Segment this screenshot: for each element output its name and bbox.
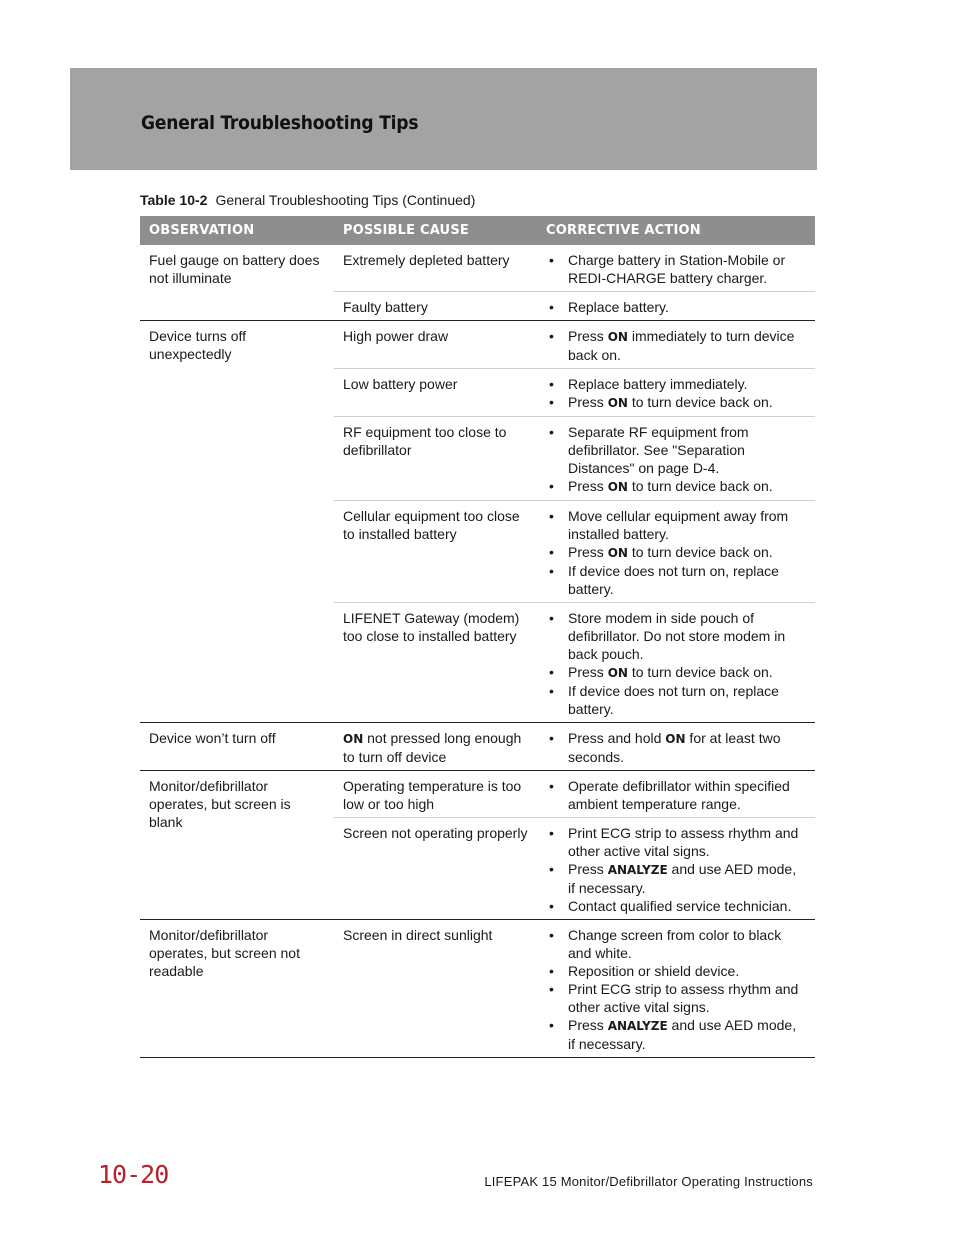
action-item: • Separate RF equipment from defibrillator. See "Separation Distances" on page D-4. [546,423,806,477]
on-key-label: ON [607,666,628,680]
table-row [140,723,815,771]
on-key-label: ON [607,480,628,494]
observation-cell: Device won’t turn off [140,723,334,771]
on-key-label: ON [607,396,628,410]
on-key-label: ON [607,330,628,344]
cause-cell: Screen in direct sunlight [334,920,537,1058]
action-cell [537,920,815,1058]
cause-cell: High power draw [334,321,537,369]
action-cell [537,369,815,417]
cause-cell: Low battery power [334,369,537,417]
action-item: • Print ECG strip to assess rhythm and other active vital signs. [546,824,806,860]
table-header-row [140,216,815,245]
column-header-action: CORRECTIVE ACTION [537,216,815,245]
action-item: • Print ECG strip to assess rhythm and other active vital signs. [546,980,806,1016]
cause-cell: RF equipment too close to defibrillator [334,417,537,501]
action-cell [537,818,815,920]
action-item: • If device does not turn on, replace battery. [546,562,806,598]
action-cell [537,771,815,818]
troubleshooting-table [140,216,815,1058]
table-row [140,321,815,369]
table-caption [140,192,475,208]
cause-cell: ON not pressed long enough to turn off device [334,723,537,771]
action-item: • Change screen from color to black and white. [546,926,806,962]
footer-document-title: LIFEPAK 15 Monitor/Defibrillator Operating Instructions [484,1174,813,1189]
action-item: • Replace battery immediately. [546,375,806,393]
cause-cell: Operating temperature is too low or too high [334,771,537,818]
observation-cell: Monitor/defibrillator operates, but screen is blank [140,771,334,920]
action-cell [537,321,815,369]
cause-cell: Faulty battery [334,292,537,321]
action-item: • Charge battery in Station-Mobile or REDI-CHARGE battery charger. [546,251,806,287]
action-item: • Replace battery. [546,298,806,316]
cause-cell: Cellular equipment too close to installed battery [334,501,537,603]
analyze-key-label: ANALYZE [607,1019,668,1033]
action-item: • Press ON immediately to turn device back on. [546,327,806,364]
action-item: • Contact qualified service technician. [546,897,806,915]
action-cell [537,723,815,771]
action-item: • Reposition or shield device. [546,962,806,980]
action-item: • Operate defibrillator within specified ambient temperature range. [546,777,806,813]
action-item: • If device does not turn on, replace battery. [546,682,806,718]
section-header-band [70,68,817,170]
cause-cell: Extremely depleted battery [334,245,537,292]
column-header-observation: OBSERVATION [140,216,334,245]
observation-cell: Device turns off unexpectedly [140,321,334,723]
action-item: • Press ANALYZE and use AED mode, if necessary. [546,860,806,897]
on-key-label: ON [665,732,686,746]
action-cell [537,292,815,321]
table-number: Table 10-2 [140,192,208,208]
observation-cell: Fuel gauge on battery does not illuminate [140,245,334,321]
action-cell [537,501,815,603]
action-item: • Press ANALYZE and use AED mode, if necessary. [546,1016,806,1053]
observation-cell: Monitor/defibrillator operates, but screen not readable [140,920,334,1058]
action-cell [537,245,815,292]
action-item: • Press ON to turn device back on. [546,393,806,412]
section-title: General Troubleshooting Tips [141,112,419,134]
action-cell [537,417,815,501]
action-item: • Press ON to turn device back on. [546,477,806,496]
table-row [140,920,815,1058]
action-item: • Press and hold ON for at least two seconds. [546,729,806,766]
action-item: • Move cellular equipment away from installed battery. [546,507,806,543]
column-header-cause: POSSIBLE CAUSE [334,216,537,245]
analyze-key-label: ANALYZE [607,863,668,877]
cause-cell: Screen not operating properly [334,818,537,920]
action-cell [537,603,815,723]
action-item: • Press ON to turn device back on. [546,663,806,682]
cause-cell: LIFENET Gateway (modem) too close to installed battery [334,603,537,723]
table-row [140,771,815,818]
action-item: • Store modem in side pouch of defibrillator. Do not store modem in back pouch. [546,609,806,663]
page-number: 10-20 [98,1160,169,1189]
action-item: • Press ON to turn device back on. [546,543,806,562]
table-row [140,245,815,292]
table-caption-text: General Troubleshooting Tips (Continued) [215,192,476,208]
on-key-label: ON [607,546,628,560]
on-key-label: ON [343,732,364,746]
